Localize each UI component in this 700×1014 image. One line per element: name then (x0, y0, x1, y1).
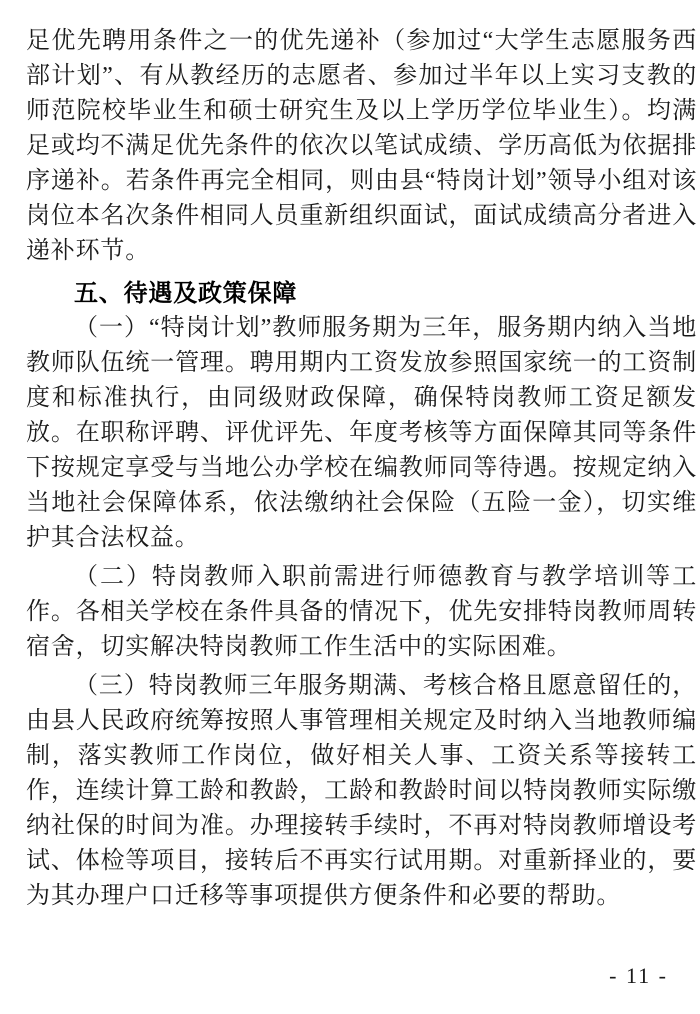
page-number: - 11 - (609, 963, 668, 988)
document-body (26, 24, 697, 914)
paragraph-item-3: （三）特岗教师三年服务期满、考核合格且愿意留任的，由县人民政府统筹按照人事管理相关规定及时纳入当地教师编制，落实教师工作岗位，做好相关人事、工资关系等接转工作，连续计算工龄和教龄，工龄和教龄时间以特岗教师实际缴纳社保的时间为准。办理接转手续时，不再对特岗教师增设考试、体检等项目，接转后不再实行试用期。对重新择业的，要为其办理户口迁移等事项提供方便条件和必要的帮助。 (26, 673, 697, 909)
paragraph-item-1: （一）“特岗计划”教师服务期为三年，服务期内纳入当地教师队伍统一管理。聘用期内工资发放参照国家统一的工资制度和标准执行，由同级财政保障，确保特岗教师工资足额发放。在职称评聘、评优评先、年度考核等方面保障其同等条件下按规定享受与当地公办学校在编教师同等待遇。按规定纳入当地社会保障体系，依法缴纳社会保险（五险一金），切实维护其合法权益。 (26, 315, 697, 551)
section-heading-5: 五、待遇及政策保障 (74, 280, 298, 307)
paragraph-item-2: （二）特岗教师入职前需进行师德教育与教学培训等工作。各相关学校在条件具备的情况下，优先安排特岗教师周转宿舍，切实解决特岗教师工作生活中的实际困难。 (26, 564, 697, 660)
paragraph-continuation: 足优先聘用条件之一的优先递补（参加过“大学生志愿服务西部计划”、有从教经历的志愿者、参加过半年以上实习支教的师范院校毕业生和硕士研究生及以上学历学位毕业生）。均满足或均不满足优先条件的依次以笔试成绩、学历高低为依据排序递补。若条件再完全相同，则由县“特岗计划”领导小组对该岗位本名次条件相同人员重新组织面试，面试成绩高分者进入递补环节。 (26, 28, 697, 264)
